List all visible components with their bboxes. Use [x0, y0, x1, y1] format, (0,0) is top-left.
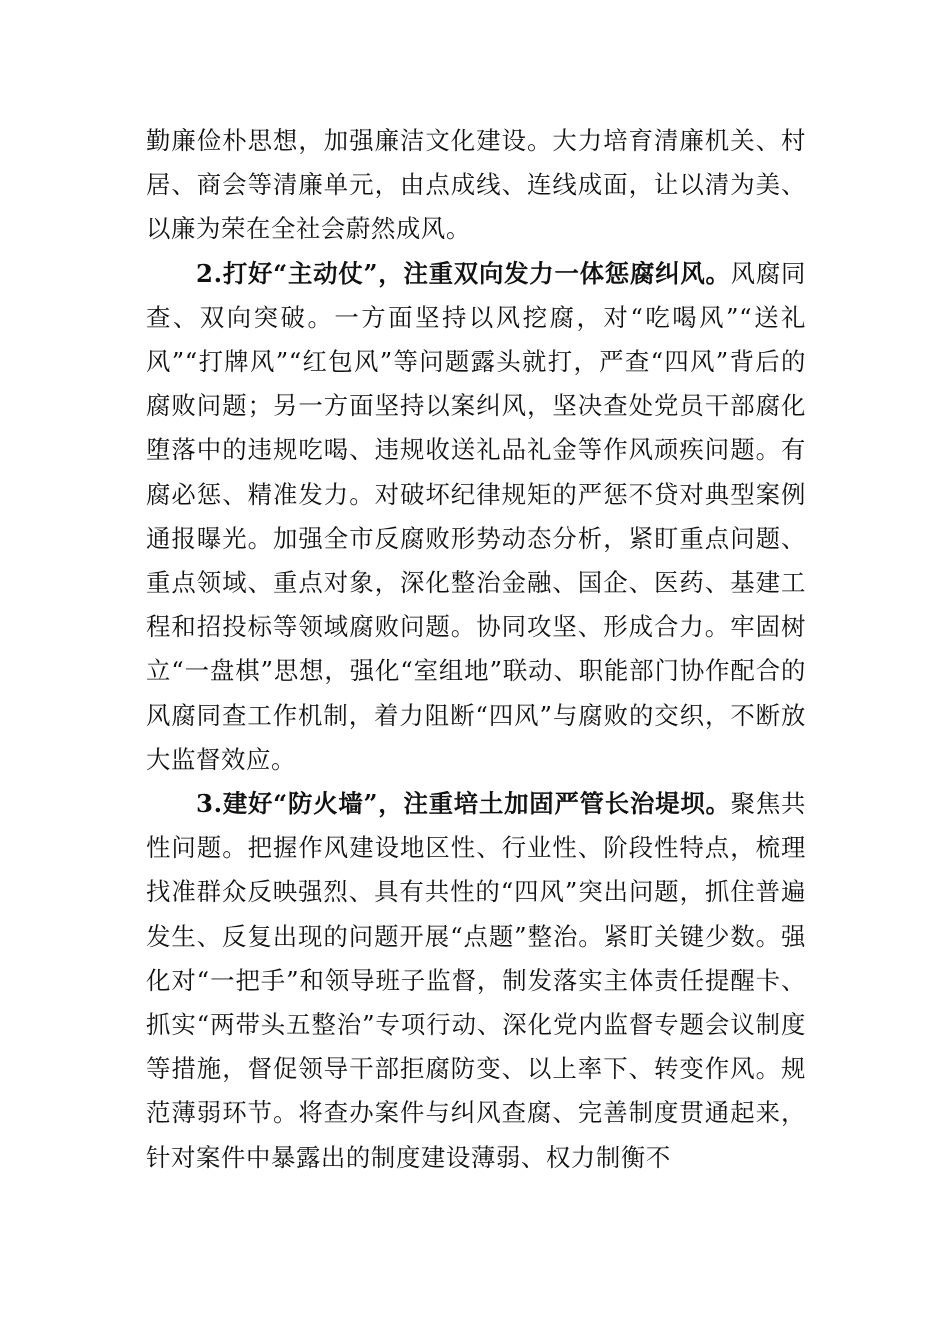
section-3-text: 聚焦共性问题。把握作风建设地区性、行业性、阶段性特点，梳理找准群众反映强烈、具有共性的“四风”突出问题，抓住普遍发生、反复出现的问题开展“点题”整治。紧盯关键少数。强化对“一把手”和领导班子监督，制发落实主体责任提醒卡、抓实“两带头五整治”专项行动、深化党内监督专题会议制度等措施，督促领导干部拒腐防变、以上率下、转变作风。规范薄弱环节。将查办案件与纠风查腐、完善制度贯通起来，针对案件中暴露出的制度建设薄弱、权力制衡不: [146, 789, 806, 1172]
document-body: [146, 119, 806, 1180]
paragraph-section-2: [146, 252, 806, 782]
paragraph-text: 勤廉俭朴思想，加强廉洁文化建设。大力培育清廉机关、村居、商会等清廉单元，由点成线、连线成面，让以清为美、以廉为荣在全社会蔚然成风。: [146, 126, 806, 244]
section-3-heading: 3.建好“防火墙”，注重培土加固严管长治堤坝。: [196, 789, 731, 819]
paragraph-section-3: [146, 782, 806, 1180]
section-2-heading: 2.打好“主动仗”，注重双向发力一体惩腐纠风。: [196, 258, 731, 288]
paragraph-continuation: [146, 119, 806, 252]
section-2-text: 风腐同查、双向突破。一方面坚持以风挖腐，对“吃喝风”“送礼风”“打牌风”“红包风”等问题露头就打，严查“四风”背后的腐败问题；另一方面坚持以案纠风，坚决查处党员干部腐化堕落中的违规吃喝、违规收送礼品礼金等作风顽疾问题。有腐必惩、精准发力。对破坏纪律规矩的严惩不贷对典型案例通报曝光。加强全市反腐败形势动态分析，紧盯重点问题、重点领域、重点对象，深化整治金融、国企、医药、基建工程和招投标等领域腐败问题。协同攻坚、形成合力。牢固树立“一盘棋”思想，强化“室组地”联动、职能部门协作配合的风腐同查工作机制，着力阻断“四风”与腐败的交织，不断放大监督效应。: [146, 258, 806, 774]
